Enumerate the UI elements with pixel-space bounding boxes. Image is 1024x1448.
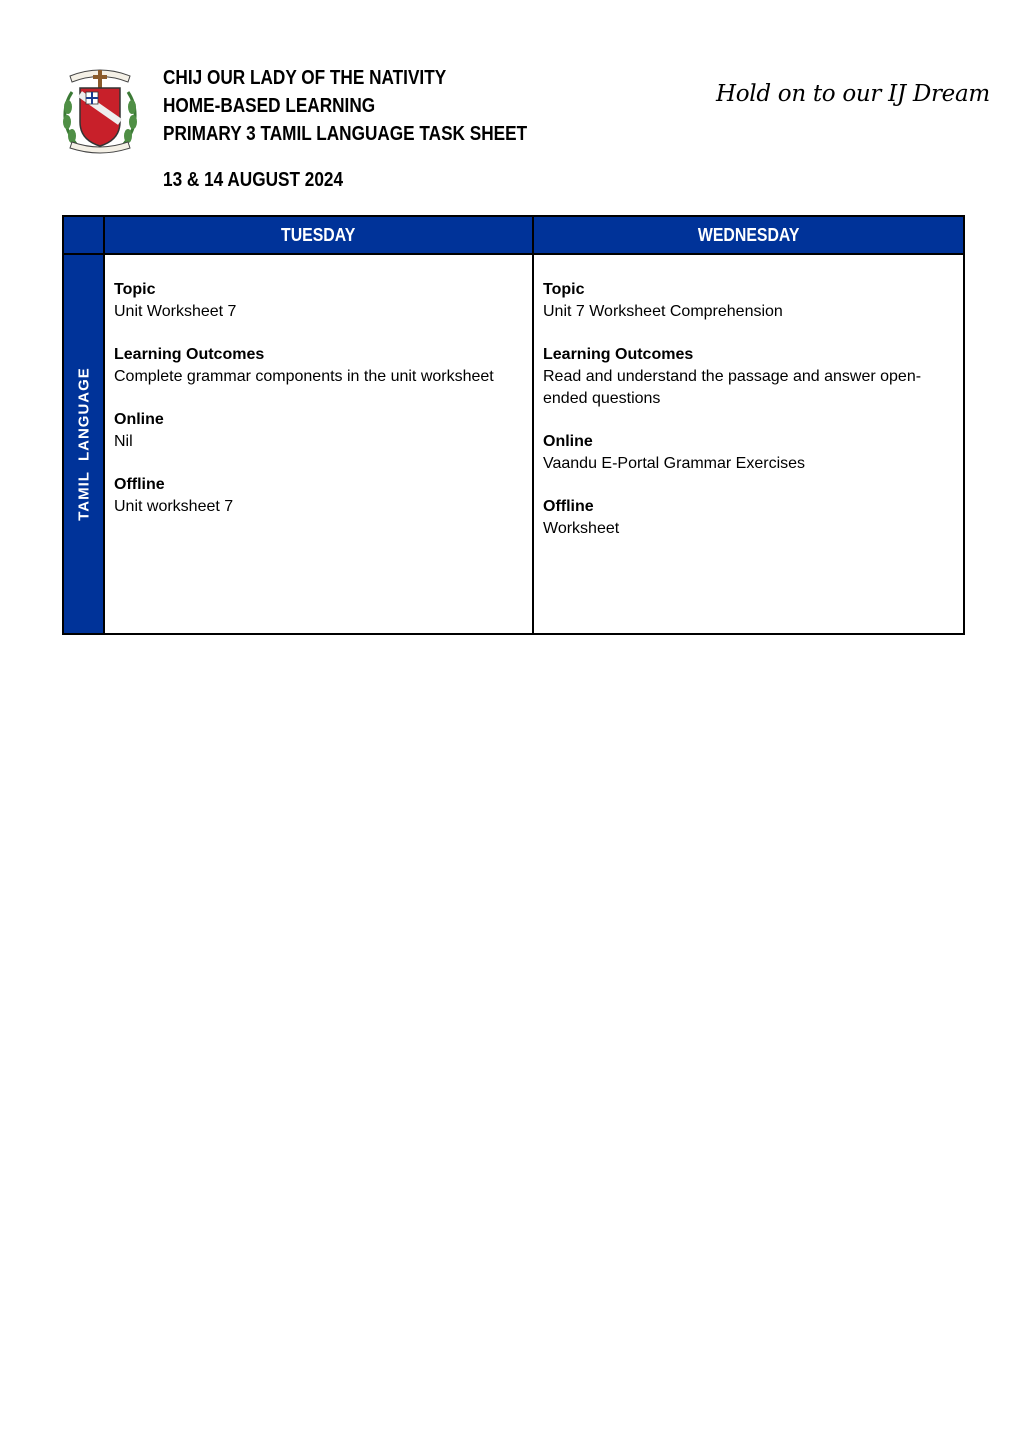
online-label: Online xyxy=(543,433,593,450)
offline-block xyxy=(543,496,955,540)
online-value: Vaandu E-Portal Grammar Exercises xyxy=(543,455,806,472)
day-header-tuesday xyxy=(104,216,533,254)
programme-title: HOME-BASED LEARNING xyxy=(163,95,376,117)
topic-value: Unit 7 Worksheet Comprehension xyxy=(543,303,783,320)
day-header-label: WEDNESDAY xyxy=(697,224,800,245)
table-row xyxy=(63,254,964,634)
offline-label: Offline xyxy=(543,498,594,515)
outcomes-block xyxy=(543,344,955,410)
topic-value: Unit Worksheet 7 xyxy=(114,303,237,320)
outcomes-value: Complete grammar components in the unit worksheet xyxy=(114,368,494,385)
day-header-label: TUESDAY xyxy=(281,224,356,245)
offline-value: Unit worksheet 7 xyxy=(114,498,234,515)
online-block xyxy=(543,431,955,475)
task-table xyxy=(62,215,965,635)
school-name: CHIJ OUR LADY OF THE NATIVITY xyxy=(163,67,447,89)
subject-label: TAMIL LANGUAGE xyxy=(75,367,92,521)
online-value: Nil xyxy=(114,433,133,450)
outcomes-label: Learning Outcomes xyxy=(114,346,265,363)
topic-label: Topic xyxy=(114,281,156,298)
offline-label: Offline xyxy=(114,476,165,493)
wednesday-content-cell xyxy=(533,254,964,634)
outcomes-block xyxy=(114,344,524,388)
offline-block xyxy=(114,474,524,518)
subject-cell xyxy=(63,254,104,634)
topic-block xyxy=(543,279,955,323)
outcomes-value: Read and understand the passage and answer open-ended questions xyxy=(543,368,922,407)
motto: Hold on to our IJ Dream xyxy=(716,81,990,107)
day-header-wednesday xyxy=(533,216,964,254)
school-crest-icon xyxy=(58,62,142,160)
offline-value: Worksheet xyxy=(543,520,620,537)
sheet-title: PRIMARY 3 TAMIL LANGUAGE TASK SHEET xyxy=(163,123,528,145)
tuesday-content-cell xyxy=(104,254,533,634)
online-label: Online xyxy=(114,411,164,428)
topic-block xyxy=(114,279,524,323)
topic-label: Topic xyxy=(543,281,585,298)
online-block xyxy=(114,409,524,453)
table-header-row xyxy=(63,216,964,254)
date-line: 13 & 14 AUGUST 2024 xyxy=(163,169,344,191)
table-corner-cell xyxy=(63,216,104,254)
outcomes-label: Learning Outcomes xyxy=(543,346,694,363)
header-block xyxy=(163,64,527,148)
